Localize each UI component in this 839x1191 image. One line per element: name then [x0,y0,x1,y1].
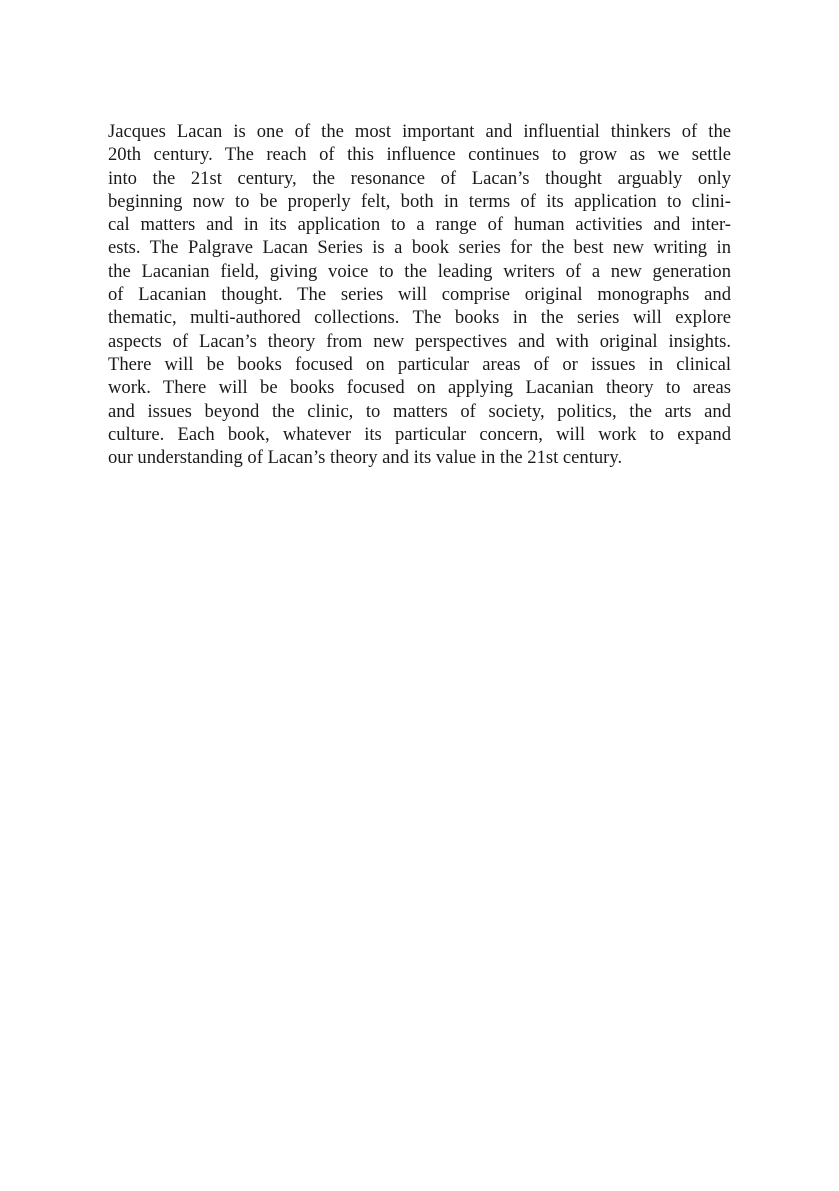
paragraph-line-8: of Lacanian thought. The series will comprise original monographs and [108,284,731,306]
paragraph-line-5: cal matters and in its application to a range of human activities and inter- [108,214,731,236]
paragraph-line-7: the Lacanian field, giving voice to the leading writers of a new generation [108,260,731,282]
paragraph-line-14: culture. Each book, whatever its particular concern, will work to expand [108,423,731,445]
paragraph-line-1: Jacques Lacan is one of the most important and influential thinkers of the [108,121,731,142]
paragraph-line-6: ests. The Palgrave Lacan Series is a book series for the best new writing in [108,237,731,259]
paragraph-line-15: our understanding of Lacan’s theory and its value in the 21st century. [108,447,623,469]
series-description-paragraph [108,120,731,469]
paragraph-line-10: aspects of Lacan’s theory from new perspectives and with original insights. [108,330,731,352]
paragraph-line-2: 20th century. The reach of this influence continues to grow as we settle [108,144,731,166]
paragraph-line-13: and issues beyond the clinic, to matters of society, politics, the arts and [108,400,731,422]
paragraph-line-12: work. There will be books focused on applying Lacanian theory to areas [108,377,731,399]
paragraph-line-11: There will be books focused on particular areas of or issues in clinical [108,353,731,375]
paragraph-line-4: beginning now to be properly felt, both in terms of its application to clini- [108,190,731,212]
paragraph-line-3: into the 21st century, the resonance of Lacan’s thought arguably only [108,167,731,189]
paragraph-line-9: thematic, multi-authored collections. The books in the series will explore [108,307,731,329]
